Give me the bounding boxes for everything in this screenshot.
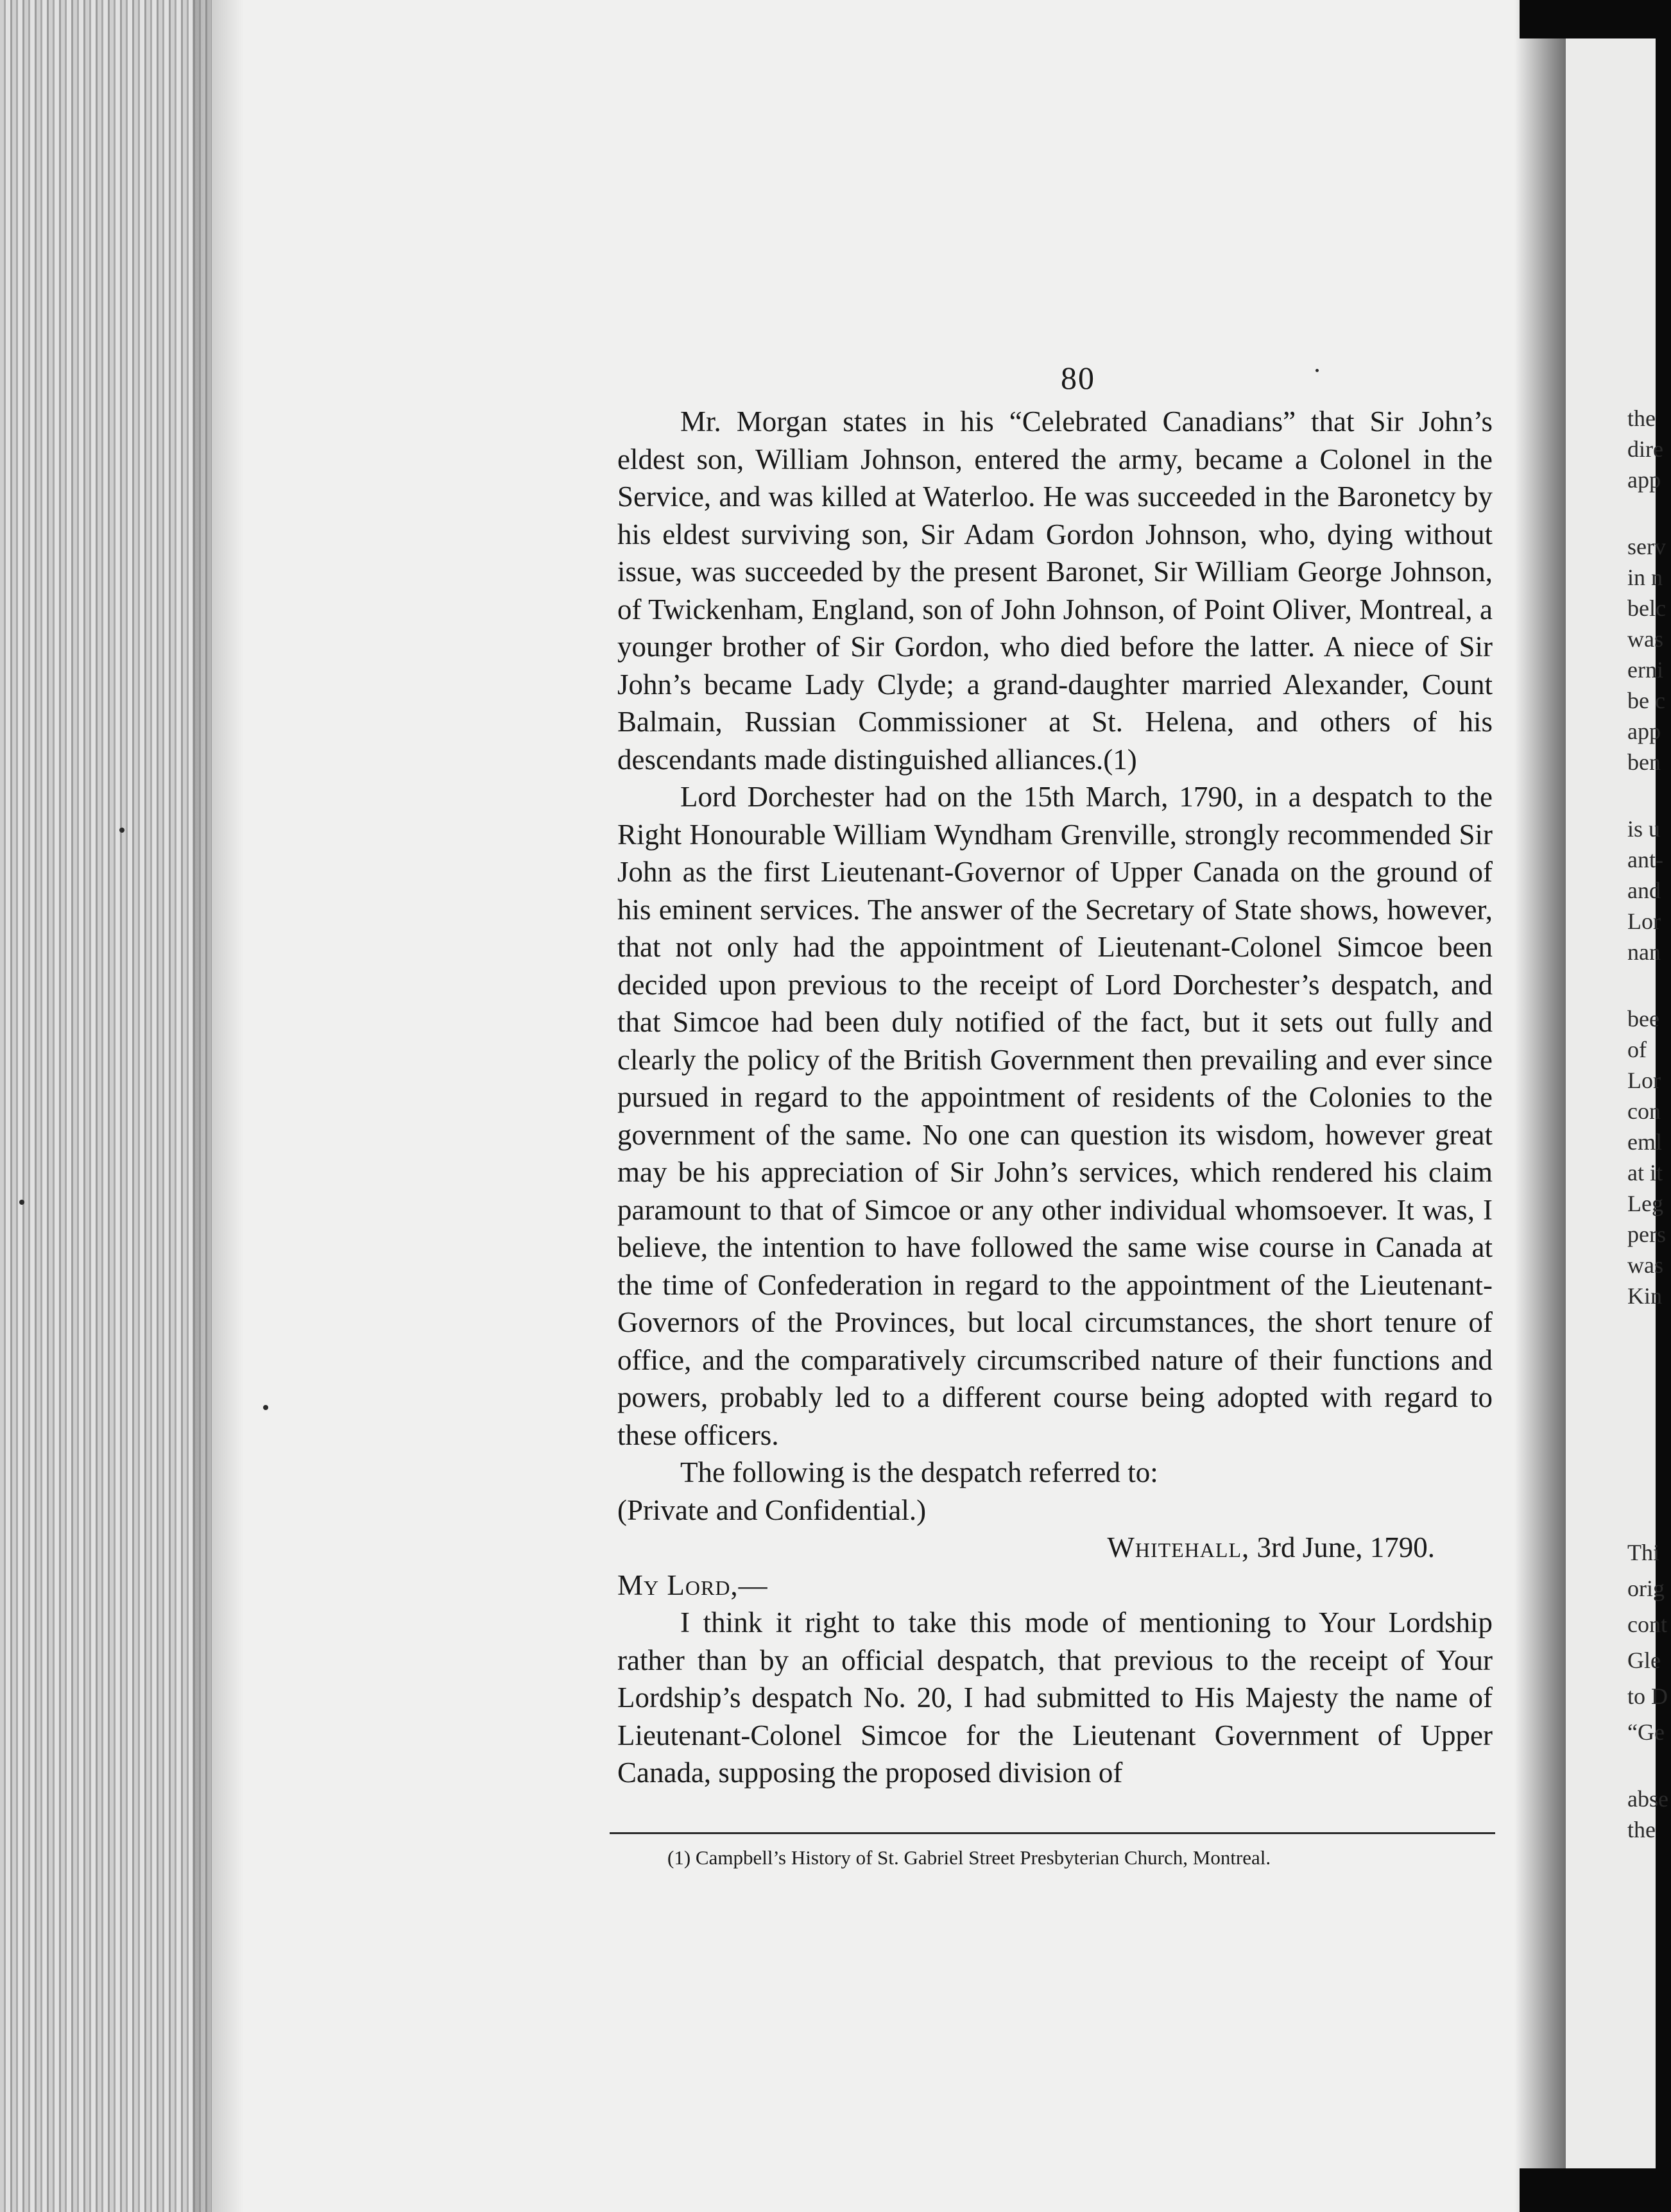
scan-speck — [263, 1405, 268, 1410]
footnote: (1) Campbell’s History of St. Gabriel Street Presbyterian Church, Montreal. — [667, 1846, 1271, 1869]
facing-fragment: is u — [1627, 816, 1661, 842]
letter-place-date — [617, 1529, 1493, 1567]
facing-fragment: “Ge — [1627, 1719, 1665, 1745]
facing-fragment: eml — [1627, 1129, 1662, 1155]
facing-fragment: Kin — [1627, 1283, 1662, 1309]
facing-fragment: Gle — [1627, 1647, 1661, 1673]
facing-fragment: Lor — [1627, 1068, 1661, 1093]
facing-fragment: pers — [1627, 1221, 1666, 1247]
facing-fragment: abse — [1627, 1786, 1668, 1812]
paragraph-dorchester: Lord Dorchester had on the 15th March, 1790, in a despatch to the Right Honourable William Wyndham Grenville, strongly recommended Sir John as the first Lieutenant-Governor of Upper Canada on the ground of his eminent services. The answer of the Secretary of State shows, however, that not only had the appointment of Lieutenant-Colonel Simcoe been decided upon previous to the receipt of Lord Dorchester’s despatch, and that Simcoe had been duly notified of the fact, but it sets out fully and clearly the policy of the British Government then prevailing and ever since pursued in regard to the appointment of residents of the Colonies to the government of the same. No one can question its wisdom, however great may be his appreciation of Sir John’s services, which rendered his claim paramount to that of Simcoe or any other individual whomsoever. It was, I believe, the intention to have followed the same wise course in Canada at the time of Confederation in regard to the appointment of the Lieutenant-Governors of the Provinces, but local circumstances, the short tenure of office, and the comparatively circumscribed nature of their functions and powers, probably led to a different course being adopted with regard to these officers. — [617, 781, 1493, 1451]
facing-fragment: serv — [1627, 534, 1666, 559]
facing-fragment: nan — [1627, 939, 1661, 965]
scan-speck — [1315, 369, 1319, 372]
scan-border-top — [1520, 0, 1671, 38]
facing-fragment: the — [1627, 405, 1656, 431]
paragraph-despatch-intro: The following is the despatch referred to: — [680, 1456, 1158, 1488]
facing-fragment: orig — [1627, 1576, 1665, 1601]
page-number: 80 — [1061, 360, 1095, 396]
facing-fragment: Leg — [1627, 1191, 1663, 1216]
facing-fragment: was — [1627, 1252, 1663, 1278]
footnote-rule — [610, 1832, 1495, 1834]
facing-fragment: of — [1627, 1037, 1647, 1062]
scan-border-bottom — [1520, 2168, 1671, 2212]
paragraph-morgan: Mr. Morgan states in his “Celebrated Canadians” that Sir John’s eldest son, William Johnson, entered the army, became a Colonel in the Service, and was killed at Waterloo. He was succeeded in the Baronetcy by his eldest surviving son, Sir Adam Gordon Johnson, who, dying without issue, was succeeded by the present Baronet, Sir William George Johnson, of Twickenham, England, son of John Johnson, of Point Oliver, Montreal, a younger brother of Sir Gordon, who died before the latter. A niece of Sir John’s became Lady Clyde; a grand-daughter married Alexander, Count Balmain, Russian Commissioner at St. Helena, and others of his descendants made distinguished alliances.(1) — [617, 405, 1493, 776]
facing-page — [1566, 38, 1668, 2168]
facing-fragment: cont — [1627, 1612, 1667, 1637]
letter-body: I think it right to take this mode of mentioning to Your Lordship rather than by an official despatch, that previous to the receipt of Your Lordship’s despatch No. 20, I had submitted to His Majesty the name of Lieutenant-Colonel Simcoe for the Lieutenant Government of Upper Canada, supposing the proposed division of — [617, 1606, 1493, 1789]
letter-salutation: My Lord,— — [617, 1569, 768, 1601]
facing-fragment: Thi — [1627, 1540, 1659, 1565]
facing-fragment: ben — [1627, 749, 1661, 775]
facing-fragment: erni — [1627, 657, 1663, 683]
scan-speck — [19, 1200, 24, 1205]
facing-fragment: in n — [1627, 565, 1663, 590]
facing-fragment: be c — [1627, 688, 1665, 713]
facing-fragment: Lor — [1627, 908, 1661, 934]
facing-fragment: at it — [1627, 1160, 1663, 1186]
facing-fragment: dire — [1627, 436, 1663, 462]
facing-fragment: app — [1627, 467, 1661, 493]
page-body — [617, 403, 1493, 1792]
letter-place: Whitehall, — [1107, 1531, 1250, 1563]
book-page-edges — [0, 0, 212, 2212]
facing-fragment: and — [1627, 878, 1661, 903]
facing-fragment: was — [1627, 626, 1663, 652]
facing-fragment: belc — [1627, 595, 1666, 621]
facing-fragment: bee — [1627, 1006, 1659, 1032]
facing-fragment: the — [1627, 1817, 1656, 1842]
facing-fragment: ant- — [1627, 847, 1663, 872]
letter-date: 3rd June, 1790. — [1256, 1531, 1435, 1563]
facing-fragment: to D — [1627, 1683, 1668, 1709]
facing-fragment: con — [1627, 1098, 1661, 1124]
letter-note: (Private and Confidential.) — [617, 1493, 927, 1526]
scan-speck — [119, 828, 124, 833]
facing-fragment: app — [1627, 719, 1661, 744]
book-edge-shadow — [193, 0, 244, 2212]
